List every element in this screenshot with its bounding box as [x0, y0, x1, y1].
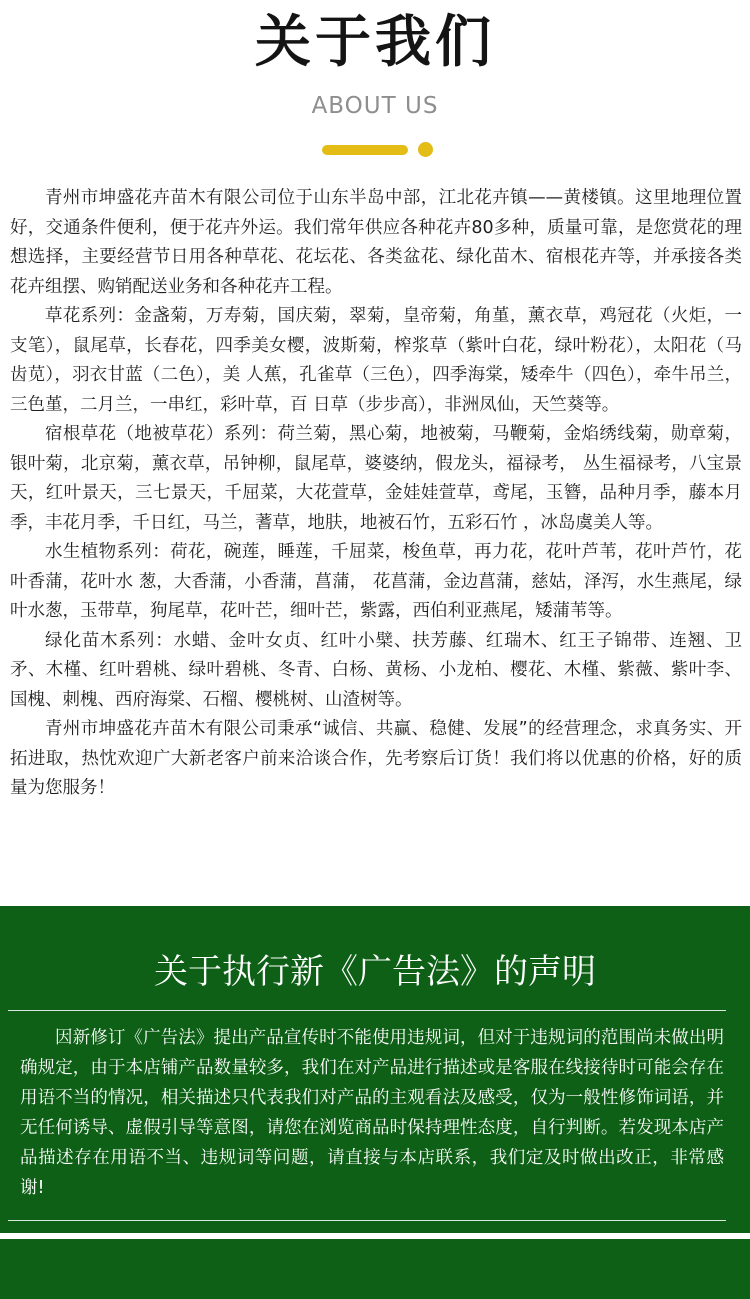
closing-paragraph: 青州市坤盛花卉苗木有限公司秉承“诚信、共赢、稳健、发展”的经营理念，求真务实、开拓进取，热忱欢迎广大新老客户前来洽谈合作，先考察后订货！我们将以优惠的价格，好的质量为您服务！ — [10, 719, 742, 798]
bottom-green-band — [0, 1239, 750, 1299]
about-intro-paragraph: 青州市坤盛花卉苗木有限公司位于山东半岛中部，江北花卉镇——黄楼镇。这里地理位置好，交通条件便利，便于花卉外运。我们常年供应各种花卉80多种，质量可靠，是您赏花的理想选择，主要经营节日用各种草花、花坛花、各类盆花、绿化苗木、宿根花卉等，并承接各类花卉组摆、购销配送业务和各种花卉工程。 — [10, 188, 742, 297]
about-title: 关于我们 — [255, 10, 495, 75]
notice-title: 关于执行新《广告法》的声明 — [154, 952, 596, 992]
notice-divider-bottom — [8, 1220, 726, 1221]
about-body — [10, 184, 742, 804]
decorative-bar — [322, 145, 408, 155]
perennial-flowers-paragraph: 宿根草花（地被草花）系列：荷兰菊，黑心菊，地被菊，马鞭菊，金焰绣线菊，勋章菊，银叶菊，北京菊，薰衣草，吊钟柳，鼠尾草，婆婆纳，假龙头，福禄考， 丛生福禄考，八宝景天，红叶景天，三七景天，千屈菜，大花萱草，金娃娃萱草，鸢尾，玉簪，品种月季，藤本月季，丰花月季，千日红，马兰，蓍草，地肤，地被石竹，五彩石竹 ，冰岛虞美人等。 — [10, 424, 742, 533]
notice-body — [20, 1023, 724, 1203]
decorative-dot — [418, 142, 433, 157]
seedlings-paragraph: 绿化苗木系列：水蜡、金叶女贞、红叶小檗、扶芳藤、红瑞木、红王子锦带、连翘、卫矛、木槿、红叶碧桃、绿叶碧桃、冬青、白杨、黄杨、小龙柏、樱花、木槿、紫薇、紫叶李、国槐、刺槐、西府海棠、石榴、樱桃树、山渣树等。 — [10, 630, 742, 710]
grass-flowers-paragraph: 草花系列：金盏菊，万寿菊，国庆菊，翠菊，皇帝菊，角堇，薰衣草，鸡冠花（火炬，一支笔），鼠尾草，长春花，四季美女樱，波斯菊，榨浆草（紫叶白花，绿叶粉花），太阳花（马齿苋），羽衣甘蓝（二色），美 人蕉，孔雀草（三色），四季海棠，矮牵牛（四色），牵牛吊兰，三色堇，二月兰，一串红，彩叶草，百 日草（步步高），非洲凤仙，天竺葵等。 — [10, 306, 742, 415]
notice-text: 因新修订《广告法》提出产品宣传时不能使用违规词，但对于违规词的范围尚未做出明确规定，由于本店铺产品数量较多，我们在对产品进行描述或是客服在线接待时可能会存在用语不当的情况，相关描述只代表我们对产品的主观看法及感受，仅为一般性修饰词语，并无任何诱导、虚假引导等意图，请您在浏览商品时保持理性态度，自行判断。若发现本店产品描述存在用语不当、违规词等问题，请直接与本店联系，我们定及时做出改正，非常感谢! — [20, 1028, 724, 1198]
about-subtitle: ABOUT US — [311, 93, 439, 119]
aquatic-plants-paragraph: 水生植物系列：荷花，碗莲，睡莲，千屈菜，梭鱼草，再力花，花叶芦苇，花叶芦竹，花叶香蒲，花叶水 葱，大香蒲，小香蒲，菖蒲， 花菖蒲，金边菖蒲，慈姑，泽泻，水生燕尾，绿叶水葱，玉带草，狗尾草，花叶芒，细叶芒，紫露，西伯利亚燕尾，矮蒲苇等。 — [10, 542, 742, 621]
notice-divider-top — [8, 1010, 726, 1011]
ad-law-notice — [0, 906, 750, 1233]
